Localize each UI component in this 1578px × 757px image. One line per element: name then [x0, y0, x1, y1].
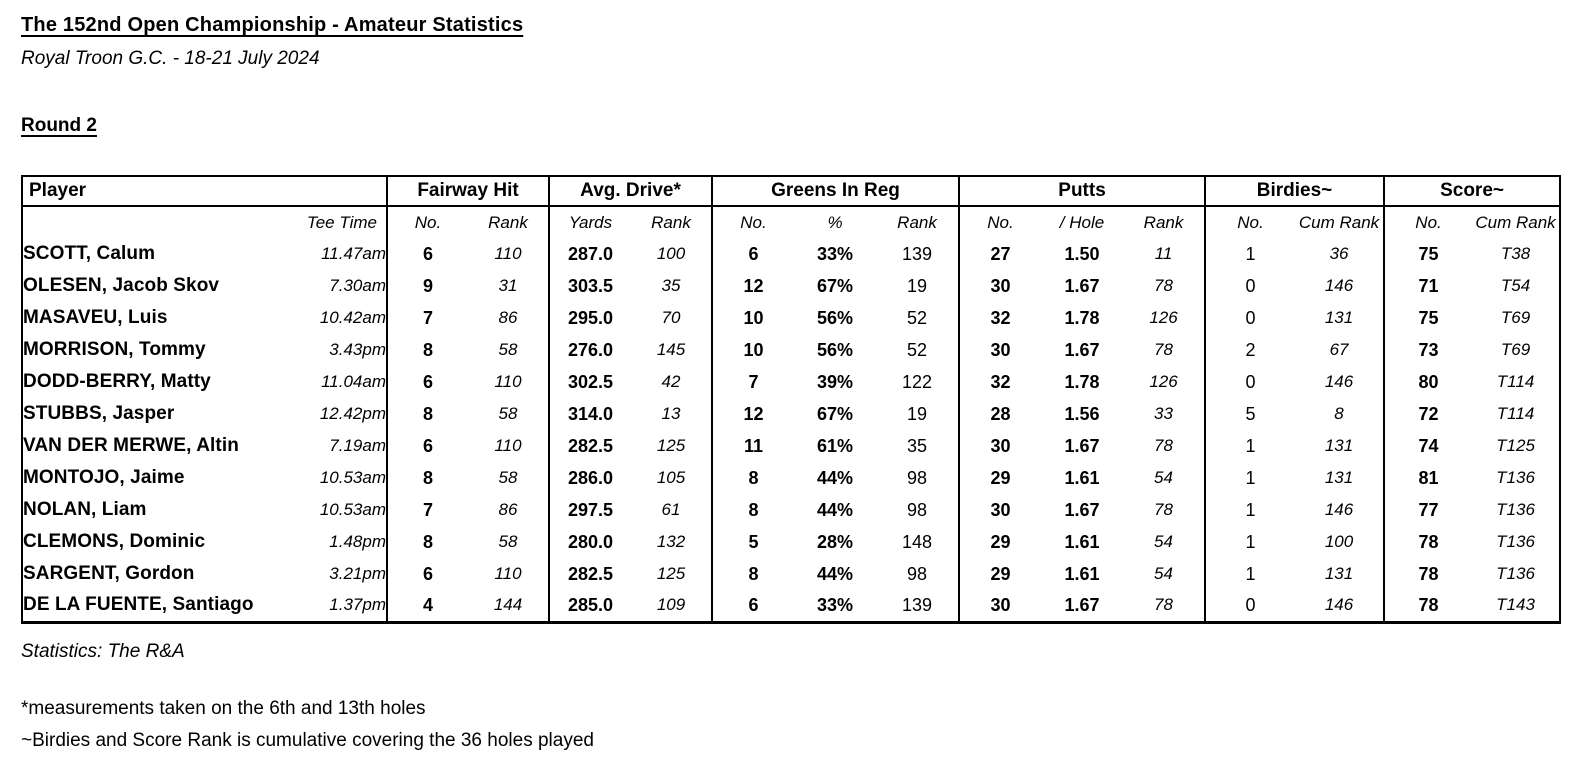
score-cum-rank-cell: T69: [1500, 340, 1531, 359]
gir-no-cell: 6: [712, 238, 794, 270]
birdies-cum-rank-cell: 36: [1329, 244, 1349, 263]
gir-rank-cell: 19: [907, 403, 928, 424]
putts-rank-cell: 126: [1149, 308, 1178, 327]
fairway-rank-cell: 58: [498, 468, 518, 487]
table-row: [22, 334, 1560, 366]
table-row: [22, 590, 1560, 622]
drive-yards-cell: 282.5: [549, 430, 631, 462]
gir-rank-cell: 52: [907, 307, 928, 328]
score-cum-rank-cell: T136: [1496, 564, 1535, 583]
fairway-rank-cell: 58: [498, 404, 518, 423]
fairway-rank-cell: 110: [494, 436, 522, 455]
putts-per-hole-cell: 1.67: [1064, 499, 1100, 520]
drive-yards-cell: 285.0: [549, 590, 631, 622]
tee-time: 10.53am: [319, 468, 386, 487]
score-no-cell: 81: [1384, 462, 1472, 494]
table-row: [22, 430, 1560, 462]
drive-rank-cell: 42: [661, 372, 681, 391]
putts-rank-cell: 54: [1154, 532, 1173, 551]
gir-pct-cell: 61%: [817, 435, 854, 456]
drive-yards-cell: 295.0: [549, 302, 631, 334]
fairway-rank-cell: 110: [494, 564, 522, 583]
player-name: SCOTT, Calum: [23, 243, 156, 264]
drive-yards-cell: 287.0: [549, 238, 631, 270]
gir-no-cell: 8: [712, 494, 794, 526]
birdies-no-cell: 0: [1205, 590, 1295, 622]
gir-rank-cell: 148: [901, 531, 933, 552]
table-row: [22, 462, 1560, 494]
putts-per-hole-cell: 1.61: [1064, 531, 1100, 552]
gir-no-cell: 10: [712, 302, 794, 334]
drive-rank-cell: 109: [656, 595, 686, 615]
header-sub-row: [22, 206, 1560, 238]
subheader-birdies-cum-rank: Cum Rank: [1298, 212, 1380, 232]
score-no-cell: 71: [1384, 270, 1472, 302]
player-cell: [22, 558, 387, 590]
drive-rank-cell: 125: [656, 436, 686, 455]
subheader-gir-rank: Rank: [897, 212, 937, 232]
subheader-putts-no: No.: [959, 206, 1041, 238]
subheader-tee-time: Tee Time: [306, 212, 377, 232]
putts-rank-cell: 11: [1154, 244, 1173, 263]
player-cell: [22, 430, 387, 462]
tee-time: 11.04am: [321, 372, 386, 391]
putts-per-hole-cell: 1.67: [1064, 594, 1100, 615]
gir-pct-cell: 44%: [817, 499, 854, 520]
putts-per-hole-cell: 1.78: [1064, 307, 1100, 328]
fairway-no-cell: 8: [387, 334, 468, 366]
gir-no-cell: 12: [712, 270, 794, 302]
drive-rank-cell: 105: [656, 468, 686, 487]
statistics-source: Statistics: The R&A: [21, 640, 185, 662]
drive-yards-cell: 286.0: [549, 462, 631, 494]
score-no-cell: 73: [1384, 334, 1472, 366]
score-cum-rank-cell: T143: [1496, 595, 1535, 615]
putts-no-cell: 29: [959, 462, 1041, 494]
drive-rank-cell: 35: [661, 276, 681, 295]
gir-no-cell: 11: [712, 430, 794, 462]
score-cum-rank-cell: T136: [1496, 532, 1535, 551]
score-cum-rank-cell: T125: [1496, 436, 1535, 455]
drive-rank-cell: 125: [656, 564, 686, 583]
birdies-no-cell: 1: [1205, 526, 1295, 558]
gir-rank-cell: 139: [901, 243, 933, 264]
score-cum-rank-cell: T114: [1496, 404, 1535, 423]
putts-per-hole-cell: 1.61: [1064, 467, 1100, 488]
score-no-cell: 74: [1384, 430, 1472, 462]
gir-pct-cell: 33%: [817, 243, 854, 264]
putts-per-hole-cell: 1.67: [1064, 339, 1100, 360]
subheader-score-no: No.: [1384, 206, 1472, 238]
subheader-gir-pct: %: [827, 212, 843, 232]
score-cum-rank-cell: T54: [1500, 276, 1531, 295]
gir-rank-cell: 122: [901, 371, 933, 392]
gir-no-cell: 8: [712, 462, 794, 494]
putts-rank-cell: 78: [1154, 276, 1173, 295]
player-cell: [22, 494, 387, 526]
fairway-rank-cell: 144: [493, 595, 523, 615]
birdies-cum-rank-cell: 8: [1334, 404, 1344, 423]
fairway-no-cell: 6: [387, 238, 468, 270]
drive-rank-cell: 100: [656, 244, 686, 263]
player-cell: [22, 366, 387, 398]
gir-no-cell: 6: [712, 590, 794, 622]
fairway-no-cell: 4: [387, 590, 468, 622]
player-name: DE LA FUENTE, Santiago: [23, 594, 254, 616]
drive-rank-cell: 132: [656, 532, 686, 551]
birdies-no-cell: 0: [1205, 302, 1295, 334]
subheader-score-cum-rank: Cum Rank: [1475, 212, 1556, 232]
player-name: NOLAN, Liam: [23, 499, 147, 520]
putts-rank-cell: 78: [1154, 340, 1173, 359]
fairway-no-cell: 9: [387, 270, 468, 302]
player-name: CLEMONS, Dominic: [23, 531, 206, 552]
player-name: OLESEN, Jacob Skov: [23, 275, 220, 296]
putts-no-cell: 32: [959, 302, 1041, 334]
gir-pct-cell: 67%: [817, 275, 854, 296]
gir-pct-cell: 39%: [817, 371, 854, 392]
putts-no-cell: 30: [959, 590, 1041, 622]
table-row: [22, 558, 1560, 590]
score-no-cell: 78: [1384, 526, 1472, 558]
player-cell: [22, 462, 387, 494]
gir-pct-cell: 56%: [817, 339, 854, 360]
birdies-cum-rank-cell: 146: [1324, 500, 1354, 519]
table-row: [22, 398, 1560, 430]
gir-rank-cell: 52: [907, 339, 928, 360]
score-cum-rank-cell: T114: [1496, 372, 1535, 391]
player-cell: [22, 398, 387, 430]
gir-rank-cell: 35: [907, 435, 928, 456]
fairway-rank-cell: 31: [498, 276, 518, 295]
putts-rank-cell: 126: [1149, 372, 1178, 391]
subheader-drive-rank: Rank: [651, 212, 691, 232]
birdies-cum-rank-cell: 131: [1324, 564, 1354, 583]
fairway-no-cell: 7: [387, 494, 468, 526]
tee-time: 7.30am: [329, 276, 386, 295]
putts-no-cell: 30: [959, 334, 1041, 366]
table-row: [22, 302, 1560, 334]
putts-no-cell: 30: [959, 430, 1041, 462]
table-row: [22, 238, 1560, 270]
birdies-cum-rank-cell: 131: [1324, 468, 1354, 487]
birdies-cum-rank-cell: 67: [1329, 340, 1349, 359]
player-cell: [22, 238, 387, 270]
fairway-rank-cell: 58: [498, 532, 518, 551]
table-body: [22, 238, 1560, 622]
player-name: MONTOJO, Jaime: [23, 467, 185, 488]
drive-yards-cell: 314.0: [549, 398, 631, 430]
player-name: DODD-BERRY, Matty: [23, 371, 211, 392]
birdies-no-cell: 1: [1205, 238, 1295, 270]
score-no-cell: 75: [1384, 302, 1472, 334]
putts-per-hole-cell: 1.56: [1064, 403, 1100, 424]
gir-no-cell: 8: [712, 558, 794, 590]
birdies-no-cell: 1: [1205, 462, 1295, 494]
putts-no-cell: 30: [959, 270, 1041, 302]
tee-time: 10.53am: [319, 500, 386, 519]
birdies-no-cell: 1: [1205, 494, 1295, 526]
putts-per-hole-cell: 1.67: [1064, 435, 1100, 456]
score-no-cell: 77: [1384, 494, 1472, 526]
player-cell: [22, 302, 387, 334]
putts-rank-cell: 54: [1154, 564, 1173, 583]
birdies-no-cell: 1: [1205, 558, 1295, 590]
birdies-cum-rank-cell: 146: [1324, 595, 1354, 615]
subheader-birdies-no: No.: [1205, 206, 1295, 238]
putts-no-cell: 28: [959, 398, 1041, 430]
col-header-putts: Putts: [959, 176, 1205, 206]
table-row: [22, 366, 1560, 398]
putts-no-cell: 30: [959, 494, 1041, 526]
col-header-score: Score~: [1384, 176, 1560, 206]
tee-time: 1.48pm: [329, 532, 386, 551]
putts-no-cell: 29: [959, 526, 1041, 558]
col-header-player: Player: [22, 176, 387, 206]
drive-rank-cell: 61: [661, 500, 681, 519]
fairway-no-cell: 6: [387, 366, 468, 398]
header-group-row: [22, 176, 1560, 206]
tee-time: 3.43pm: [329, 340, 386, 359]
player-cell: [22, 334, 387, 366]
gir-rank-cell: 98: [907, 563, 928, 584]
tee-time: 7.19am: [329, 436, 386, 455]
player-name: MORRISON, Tommy: [23, 339, 206, 360]
fairway-rank-cell: 110: [494, 244, 522, 263]
score-cum-rank-cell: T38: [1500, 244, 1531, 263]
score-no-cell: 75: [1384, 238, 1472, 270]
score-no-cell: 78: [1384, 590, 1472, 622]
fairway-rank-cell: 110: [494, 372, 522, 391]
birdies-no-cell: 0: [1205, 366, 1295, 398]
player-name: VAN DER MERWE, Altin: [23, 435, 239, 456]
birdies-cum-rank-cell: 146: [1324, 372, 1354, 391]
birdies-no-cell: 1: [1205, 430, 1295, 462]
gir-pct-cell: 28%: [817, 531, 854, 552]
fairway-no-cell: 7: [387, 302, 468, 334]
birdies-cum-rank-cell: 146: [1324, 276, 1354, 295]
table-row: [22, 270, 1560, 302]
drive-yards-cell: 280.0: [549, 526, 631, 558]
tee-time: 12.42pm: [319, 404, 386, 423]
table-row: [22, 494, 1560, 526]
gir-no-cell: 7: [712, 366, 794, 398]
tee-time: 3.21pm: [329, 564, 386, 583]
putts-per-hole-cell: 1.50: [1064, 243, 1100, 264]
putts-rank-cell: 54: [1154, 468, 1173, 487]
round-label: Round 2: [21, 115, 97, 136]
gir-pct-cell: 67%: [817, 403, 854, 424]
score-cum-rank-cell: T136: [1496, 468, 1535, 487]
drive-yards-cell: 282.5: [549, 558, 631, 590]
drive-yards-cell: 303.5: [549, 270, 631, 302]
fairway-rank-cell: 86: [498, 500, 518, 519]
drive-yards-cell: 276.0: [549, 334, 631, 366]
putts-no-cell: 27: [959, 238, 1041, 270]
gir-no-cell: 5: [712, 526, 794, 558]
subheader-fairway-rank: Rank: [488, 212, 528, 232]
birdies-cum-rank-cell: 131: [1324, 436, 1354, 455]
putts-per-hole-cell: 1.78: [1064, 371, 1100, 392]
gir-pct-cell: 44%: [817, 563, 854, 584]
putts-rank-cell: 78: [1154, 595, 1173, 615]
birdies-cum-rank-cell: 100: [1324, 532, 1354, 551]
birdies-no-cell: 5: [1205, 398, 1295, 430]
col-header-greens-in-reg: Greens In Reg: [712, 176, 959, 206]
table-row: [22, 526, 1560, 558]
tee-time: 11.47am: [321, 244, 386, 263]
gir-pct-cell: 56%: [817, 307, 854, 328]
drive-yards-cell: 297.5: [549, 494, 631, 526]
player-name: MASAVEU, Luis: [23, 307, 168, 328]
col-header-birdies: Birdies~: [1205, 176, 1384, 206]
birdies-no-cell: 2: [1205, 334, 1295, 366]
putts-rank-cell: 33: [1154, 404, 1173, 423]
footnote-measurements: *measurements taken on the 6th and 13th holes: [21, 697, 426, 719]
player-name: STUBBS, Jasper: [23, 403, 175, 424]
gir-pct-cell: 33%: [817, 594, 854, 615]
venue-date-subtitle: Royal Troon G.C. - 18-21 July 2024: [21, 48, 320, 69]
score-no-cell: 80: [1384, 366, 1472, 398]
fairway-rank-cell: 58: [498, 340, 518, 359]
amateur-statistics-table: [21, 175, 1561, 624]
score-no-cell: 72: [1384, 398, 1472, 430]
putts-per-hole-cell: 1.67: [1064, 275, 1100, 296]
score-cum-rank-cell: T69: [1500, 308, 1531, 327]
player-cell: [22, 590, 387, 622]
tee-time: 1.37pm: [329, 595, 386, 615]
fairway-no-cell: 8: [387, 462, 468, 494]
gir-rank-cell: 98: [907, 499, 928, 520]
birdies-cum-rank-cell: 131: [1324, 308, 1354, 327]
drive-yards-cell: 302.5: [549, 366, 631, 398]
score-cum-rank-cell: T136: [1496, 500, 1535, 519]
gir-rank-cell: 19: [907, 275, 928, 296]
footnote-cumulative: ~Birdies and Score Rank is cumulative covering the 36 holes played: [21, 729, 594, 751]
player-cell: [22, 526, 387, 558]
tee-time: 10.42am: [319, 308, 386, 327]
fairway-no-cell: 6: [387, 430, 468, 462]
putts-per-hole-cell: 1.61: [1064, 563, 1100, 584]
col-header-fairway-hit: Fairway Hit: [387, 176, 549, 206]
player-name: SARGENT, Gordon: [23, 563, 195, 584]
fairway-no-cell: 8: [387, 398, 468, 430]
gir-rank-cell: 139: [901, 594, 933, 615]
drive-rank-cell: 13: [661, 404, 681, 423]
fairway-no-cell: 6: [387, 558, 468, 590]
putts-no-cell: 32: [959, 366, 1041, 398]
player-cell: [22, 270, 387, 302]
gir-pct-cell: 44%: [817, 467, 854, 488]
subheader-putts-rank: Rank: [1143, 212, 1184, 232]
drive-rank-cell: 145: [656, 340, 686, 359]
subheader-fairway-no: No.: [387, 206, 468, 238]
drive-rank-cell: 70: [661, 308, 681, 327]
birdies-no-cell: 0: [1205, 270, 1295, 302]
col-header-avg-drive: Avg. Drive*: [549, 176, 712, 206]
fairway-no-cell: 8: [387, 526, 468, 558]
putts-no-cell: 29: [959, 558, 1041, 590]
page-title: The 152nd Open Championship - Amateur Statistics: [21, 14, 524, 36]
putts-rank-cell: 78: [1154, 436, 1173, 455]
gir-no-cell: 10: [712, 334, 794, 366]
gir-no-cell: 12: [712, 398, 794, 430]
subheader-drive-yards: Yards: [549, 206, 631, 238]
subheader-gir-no: No.: [712, 206, 794, 238]
gir-rank-cell: 98: [907, 467, 928, 488]
fairway-rank-cell: 86: [498, 308, 518, 327]
score-no-cell: 78: [1384, 558, 1472, 590]
subheader-putts-per-hole: / Hole: [1059, 212, 1105, 232]
putts-rank-cell: 78: [1154, 500, 1173, 519]
